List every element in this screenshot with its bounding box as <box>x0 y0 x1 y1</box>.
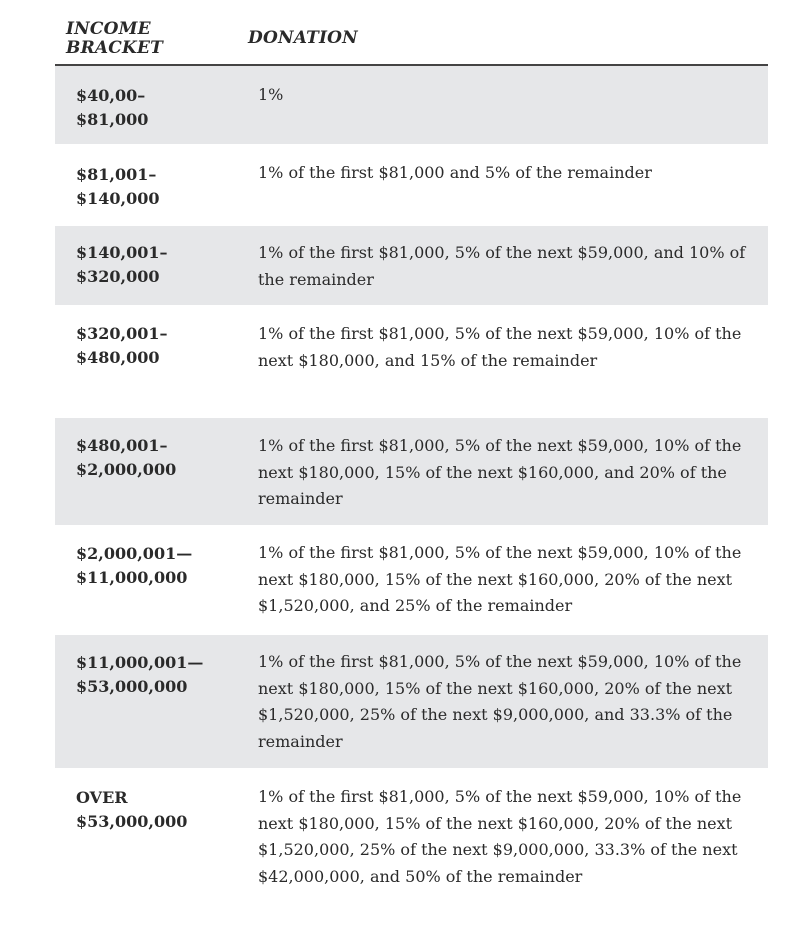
table-row <box>55 146 768 224</box>
table-row <box>55 66 768 144</box>
donation-cell: 1% of the first $81,000 and 5% of the remainder <box>258 163 652 182</box>
income-bracket-cell <box>76 84 236 132</box>
donation-cell: 1% of the first $81,000, 5% of the next $59,000, 10% of the next $180,000, and 15% of the remainder <box>258 324 742 370</box>
income-bracket-cell <box>76 163 236 211</box>
income-bracket-cell <box>76 241 236 289</box>
bracket-line-1: $40,00– <box>76 86 146 105</box>
donation-cell: 1% of the first $81,000, 5% of the next $59,000, 10% of the next $180,000, 15% of the next $160,000, 20% of the next $1,520,000, 25% of the next $9,000,000, and 33.3% of the remainder <box>258 652 742 751</box>
header-income-bracket: INCOME BRACKET <box>66 19 164 58</box>
bracket-line-1: $2,000,001— <box>76 544 193 563</box>
bracket-line-2: $53,000,000 <box>76 812 188 831</box>
bracket-line-2: $81,000 <box>76 110 149 129</box>
income-bracket-cell <box>76 434 236 482</box>
table-row <box>55 418 768 525</box>
header-donation: DONATION <box>248 28 358 48</box>
bracket-line-2: $53,000,000 <box>76 677 188 696</box>
table-header <box>55 12 768 66</box>
bracket-line-1: $11,000,001— <box>76 653 204 672</box>
bracket-line-2: $2,000,000 <box>76 460 177 479</box>
bracket-line-1: $140,001– <box>76 243 168 262</box>
donation-cell: 1% of the first $81,000, 5% of the next $59,000, 10% of the next $180,000, 15% of the next $160,000, 20% of the next $1,520,000, and 25% of the remainder <box>258 543 742 615</box>
bracket-line-2: $11,000,000 <box>76 568 188 587</box>
income-bracket-cell <box>76 542 236 590</box>
table-row <box>55 635 768 768</box>
donation-cell: 1% <box>258 85 284 104</box>
bracket-line-1: $480,001– <box>76 436 168 455</box>
donation-cell: 1% of the first $81,000, 5% of the next $59,000, 10% of the next $180,000, 15% of the next $160,000, 20% of the next $1,520,000, 25% of the next $9,000,000, 33.3% of the next $42,000,000, and 50% of the remainder <box>258 787 742 886</box>
donation-cell: 1% of the first $81,000, 5% of the next $59,000, 10% of the next $180,000, 15% of the next $160,000, and 20% of the remainder <box>258 436 742 508</box>
table-row <box>55 770 768 910</box>
income-bracket-cell <box>76 651 236 699</box>
bracket-line-1: OVER <box>76 788 128 807</box>
bracket-line-2: $480,000 <box>76 348 160 367</box>
table-row <box>55 226 768 305</box>
bracket-line-1: $81,001– <box>76 165 157 184</box>
income-bracket-cell <box>76 322 236 370</box>
income-bracket-cell <box>76 786 236 834</box>
bracket-line-2: $320,000 <box>76 267 160 286</box>
table-row <box>55 307 768 416</box>
bracket-line-1: $320,001– <box>76 324 168 343</box>
table-row <box>55 527 768 633</box>
bracket-line-2: $140,000 <box>76 189 160 208</box>
donation-cell: 1% of the first $81,000, 5% of the next $59,000, and 10% of the remainder <box>258 243 746 289</box>
